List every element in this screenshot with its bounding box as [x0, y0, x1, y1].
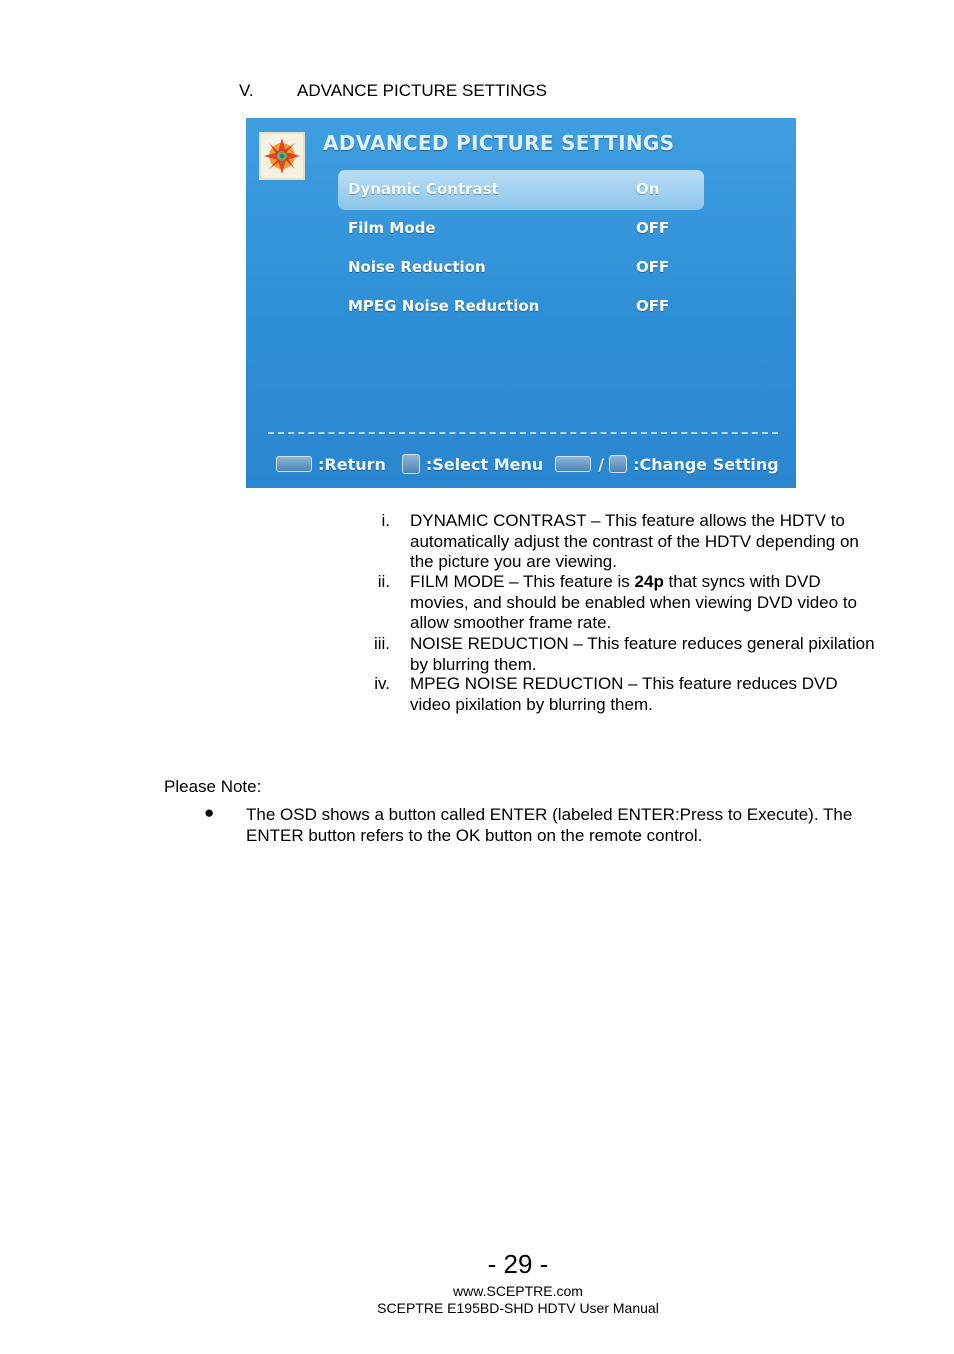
list-text-part: that syncs with DVD movies, and should be enabled when viewing DVD video to allow smoother frame rate.: [410, 572, 857, 632]
list-item-mpeg-noise-reduction: MPEG NOISE REDUCTION – This feature reduces DVD video pixilation by blurring them.: [410, 674, 838, 714]
change-hint: :Change Setting: [633, 454, 779, 474]
manual-title: SCEPTRE E195BD-SHD HDTV User Manual: [377, 1300, 659, 1316]
select-hint: :Select Menu: [425, 454, 544, 474]
osd-item-mpeg-noise-reduction[interactable]: [338, 287, 704, 327]
list-number: iv.: [374, 674, 390, 693]
menu-key-icon: [276, 456, 312, 472]
picture-settings-icon: [259, 132, 305, 180]
osd-item-value: OFF: [636, 258, 670, 276]
updown-key-icon: [402, 454, 420, 474]
osd-item-label: MPEG Noise Reduction: [348, 297, 540, 315]
right-key-icon: [609, 455, 627, 473]
osd-item-value: OFF: [636, 219, 670, 237]
osd-title: ADVANCED PICTURE SETTINGS: [323, 131, 675, 155]
osd-item-film-mode[interactable]: [338, 209, 704, 249]
enter-key-icon: [555, 456, 591, 472]
osd-item-value: On: [636, 180, 660, 198]
osd-item-label: Film Mode: [348, 219, 436, 237]
list-number: ii.: [377, 572, 390, 591]
osd-item-label: Noise Reduction: [348, 258, 486, 276]
bullet-icon: ●: [204, 803, 215, 822]
list-item-dynamic-contrast: DYNAMIC CONTRAST – This feature allows the HDTV to automatically adjust the contrast of the HDTV depending on the picture you are viewing.: [410, 511, 859, 571]
list-number: iii.: [373, 634, 390, 653]
list-item-film-mode: [410, 572, 880, 634]
osd-item-label: Dynamic Contrast: [348, 180, 499, 198]
key-separator: /: [598, 454, 605, 474]
osd-screenshot: [246, 118, 796, 488]
page-number: - 29 -: [487, 1249, 549, 1279]
list-number: i.: [381, 511, 390, 530]
osd-divider: [268, 432, 778, 434]
list-text-part: FILM MODE – This feature is: [410, 572, 635, 591]
return-hint: :Return: [318, 454, 386, 474]
note-title: Please Note:: [164, 777, 262, 796]
list-text-bold: 24p: [634, 572, 664, 591]
section-title: ADVANCE PICTURE SETTINGS: [297, 81, 547, 100]
list-item-noise-reduction: NOISE REDUCTION – This feature reduces general pixilation by blurring them.: [410, 634, 875, 674]
osd-item-dynamic-contrast[interactable]: [338, 170, 704, 210]
section-number: V.: [239, 81, 254, 100]
osd-item-noise-reduction[interactable]: [338, 248, 704, 288]
website: www.SCEPTRE.com: [453, 1283, 583, 1299]
osd-footer-hints: [276, 450, 786, 478]
osd-item-value: OFF: [636, 297, 670, 315]
note-text: The OSD shows a button called ENTER (labeled ENTER:Press to Execute). The ENTER button refers to the OK button on the remote control.: [246, 805, 853, 845]
